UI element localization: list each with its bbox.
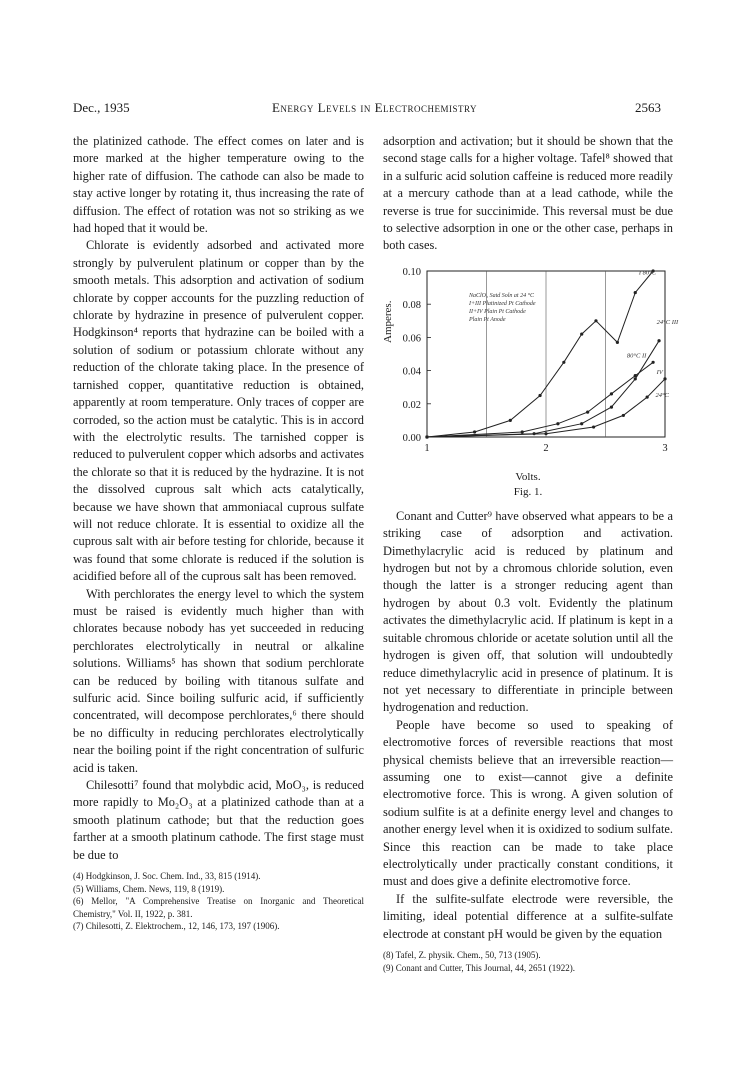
left-column [73,133,364,933]
data-point-II [556,422,559,425]
data-point-IV [544,432,547,435]
data-point-I [473,430,476,433]
curve-annotation: 24°C III [656,318,679,326]
header-page-number: 2563 [635,100,661,115]
footnotes [73,870,364,933]
data-point-II [610,392,613,395]
paragraph: Conant and Cutter⁹ have observed what appears to be a striking case of adsorption and activation. Dimethylacrylic acid is reduced by platinum and hydrogen but not by a chromous chloride solution, even though the latter is a stronger reducing agent than hydrogen by about 0.3 volt. Evidently the platinum activates the dimethylacrylic acid. If platinum is kept in a suitable chromous chloride or acetate solution until all the hydrogen is given off, that solution will undoubtedly reduce dimethylacrylic acid in presence of platinum. It is not yet necessary to differentiate in principle between hydrogenation and reduction. [383,508,673,715]
curve-annotation: 80°C II [626,352,647,360]
data-point-III [580,422,583,425]
paragraph: With perchlorates the energy level to which the system must be raised is evidently much higher than with chlorates because nobody has yet succeeded in reducing perchlorates electrolytically in neutral or alkaline solutions. Williams⁵ has shown that sodium perchlorate can be reduced by boiling with titanous sulfate and sulfuric acid. Since boiling sulfuric acid, if sufficiently concentrated, will decompose perchlorates,⁶ there should be no difficulty in reducing perchlorates electrolytically near the boiling point if the right concentration of sulfuric acid is taken. [73,586,364,775]
data-point-II [586,410,589,413]
curve-annotation: 24°C [655,392,669,400]
data-point-IV [622,414,625,417]
series-line-II [427,362,653,437]
footnote: (6) Mellor, "A Comprehensive Treatise on Inorganic and Theoretical Chemistry," Vol. II, 1922, p. 381. [73,896,364,919]
footnote: (5) Williams, Chem. News, 119, 8 (1919). [73,883,225,894]
x-axis-label: Volts. [515,470,541,483]
data-point-II [652,361,655,364]
data-point-I [594,319,597,322]
data-point-IV [425,435,428,438]
footnotes [383,949,673,974]
paragraph: If the sulfite-sulfate electrode were reversible, the limiting, ideal potential difference at a sulfite-sulfate electrode at constant pH would be given by the equation [383,891,673,941]
legend-entry: I+III Platinized Pt Cathode [469,300,536,307]
figure-caption: Fig. 1. [513,485,543,498]
footnote: (7) Chilesotti, Z. Elektrochem., 12, 146, 173, 197 (1906). [73,921,280,932]
footnote: (9) Conant and Cutter, This Journal, 44, 2651 (1922). [383,962,575,973]
data-point-III [610,405,613,408]
legend-entry: II+IV Plain Pt Cathode [469,308,526,315]
legend-entry: Plain Pt Anode [469,316,506,323]
data-point-IV [663,377,666,380]
y-tick-label: 0.10 [402,266,421,278]
data-point-I [562,361,565,364]
data-point-I [538,394,541,397]
x-tick-label: 3 [662,442,668,454]
chart [383,261,679,466]
footnote: (8) Tafel, Z. physik. Chem., 50, 713 (1905). [383,950,541,960]
y-tick-label: 0.06 [402,333,421,345]
data-point-I [509,419,512,422]
data-point-III [634,377,637,380]
paragraph: Chilesotti⁷ found that molybdic acid, MoO₃, is reduced more rapidly to Mo₂O₃ at a platinized cathode than at a smooth platinum cathode; but that the reduction goes farther at a smooth platinum cathode. The first stage must be due to [73,778,364,862]
right-column [382,133,679,974]
y-tick-label: 0.08 [402,300,421,312]
header-date: Dec., 1935 [73,100,130,115]
paragraph: Chlorate is evidently adsorbed and activated more strongly by pulverulent platinum or copper than by the smooth metals. This adsorption and activation of sodium chlorate by copper accounts for the puzzling reduction of chlorate by hydrazine in presence of pulverulent copper. Hodgkinson⁴ reports that hydrazine can be boiled with a solution of sodium or potassium chlorate without any reduction of the chlorate taking place. In the presence of tarnished copper, quantitative reduction is obtained, apparently at room temperature. Only traces of copper are corroded, so the action must be catalytic. This is in accord with the electrolytic results. The tarnished copper is reduced to pulverulent copper which adsorbs and activates the chlorate so that it is reduced by the hydrazine. It is not the dissolved cuprous salt which acts catalytically, because we have shown that ammoniacal cuprous sulfate will not reduce chlorate. It is essential to oxidize all the cuprous salt with air before testing for chloride, because it was found that some chlorate is reduced if the solution is acidified before all of the cuprous salt has been removed. [73,238,364,584]
data-point-II [521,430,524,433]
legend-entry: NaClO₃ Satd Soln at 24 °C [469,292,534,299]
data-point-IV [592,425,595,428]
series-line-I [427,271,653,437]
data-point-III [657,339,660,342]
x-tick-label: 1 [424,442,430,454]
y-tick-label: 0.04 [402,366,421,378]
curve-annotation: I 80°C [638,269,657,277]
y-tick-label: 0.00 [402,432,421,444]
paragraph: the platinized cathode. The effect comes on later and is more marked at the higher temperature owing to the higher rate of diffusion. The cathode can also be made to stay active longer by rotating it, thus increasing the rate of diffusion. The effect of rotation was not so striking as we had hoped that it would be. [73,134,364,236]
data-point-I [634,291,637,294]
series-line-III [427,341,659,437]
paragraph: adsorption and activation; but it should be shown that the second stage calls for a higher voltage. Tafel⁸ showed that in a sulfuric acid solution caffeine is reduced more readily at a mercury cathode than at a lead cathode, while the reverse is true for succinimide. This reversal must be due to selective adsorption in one or the other case, perhaps in both cases. [383,134,673,253]
x-tick-label: 2 [543,442,549,454]
paragraph: People have become so used to speaking of electromotive forces of reversible reactions that most physical chemists believe that an irreversible reaction—assuming one to exist—cannot give a definite electromotive force. This is wrong. A given solution of sodium sulfite is at a definite energy level and changes to another energy level when it is oxidized to sodium sulfate. Since this reaction can be made to take place electrolytically under practically constant conditions, it must and does give a definite electromotive force. [383,717,673,889]
footnote: (4) Hodgkinson, J. Soc. Chem. Ind., 33, 815 (1914). [73,871,261,882]
header-title: Energy Levels in Electrochemistry [271,100,478,115]
data-point-IV [646,395,649,398]
data-point-I [616,341,619,344]
curve-annotation: IV [656,368,663,376]
y-tick-label: 0.02 [402,399,421,411]
data-point-I [580,332,583,335]
y-axis-label: Amperes. [382,300,394,343]
figure [382,261,679,466]
